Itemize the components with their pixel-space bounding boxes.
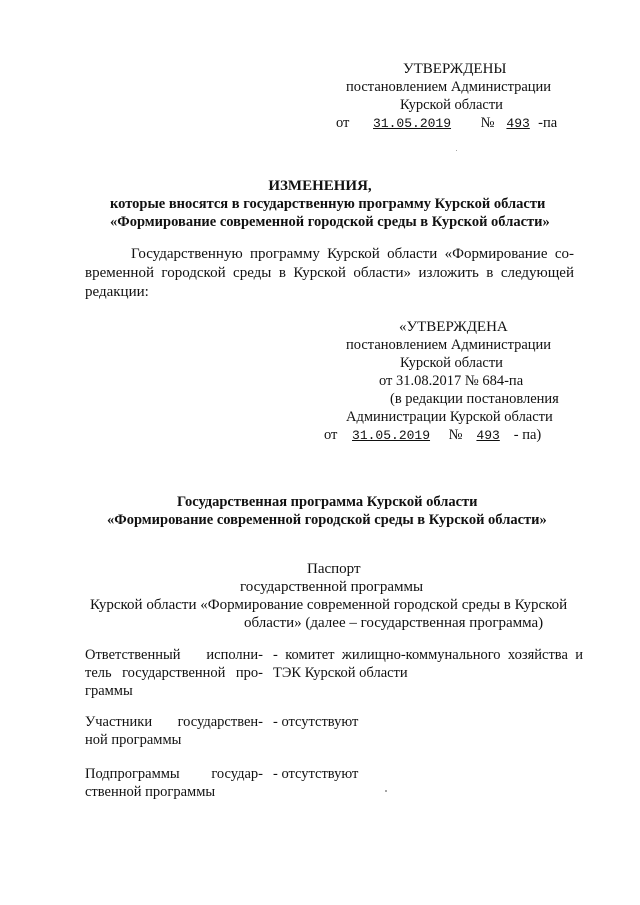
- from-prefix: от: [324, 427, 338, 443]
- scan-speck: [385, 790, 387, 792]
- program-title: Государственная программа Курской области: [177, 494, 478, 510]
- approval-number: 493: [506, 116, 530, 131]
- number-sign: №: [448, 427, 463, 443]
- number-sign: №: [480, 115, 495, 131]
- row-label: Подпрограммы государ-: [85, 766, 263, 782]
- approval2-line: Курской области: [400, 355, 503, 371]
- approval2-title: «УТВЕРЖДЕНА: [399, 319, 508, 335]
- approval-suffix: -па: [538, 115, 558, 131]
- approval-line: Курской области: [400, 97, 503, 113]
- row-value: - комитет жилищно-коммунального хозяйства и: [273, 647, 583, 663]
- approval-title: УТВЕРЖДЕНЫ: [403, 61, 507, 77]
- scan-speck: [456, 150, 457, 151]
- approval2-line: Администрации Курской области: [346, 409, 553, 425]
- passport-line: области» (далее – государственная программа): [244, 615, 544, 631]
- row-label: Ответственный исполни-: [85, 647, 263, 663]
- row-label: граммы: [85, 683, 133, 699]
- body-line: редакции:: [85, 284, 149, 300]
- row-label: Участники государствен-: [85, 714, 263, 730]
- approval-line: постановлением Администрации: [346, 79, 552, 95]
- body-line: временной городской среды в Курской области» изложить в следующей: [85, 265, 574, 281]
- approval2-suffix: - па): [513, 427, 542, 443]
- program-title: «Формирование современной городской среды в Курской области»: [107, 512, 547, 528]
- row-label: ственной программы: [85, 784, 216, 800]
- approval2-date: 31.05.2019: [352, 428, 431, 443]
- changes-line: «Формирование современной городской среды в Курской области»: [110, 214, 550, 230]
- changes-line: которые вносятся в государственную программу Курской области: [110, 196, 546, 212]
- approval-date-line: [336, 114, 557, 133]
- passport-line: Курской области «Формирование современной городской среды в Курской: [90, 597, 568, 613]
- approval2-date-line: [324, 426, 541, 445]
- approval2-number: 493: [476, 428, 500, 443]
- approval2-line: постановлением Администрации: [346, 337, 552, 353]
- approval2-line: (в редакции постановления: [390, 391, 559, 407]
- body-line: Государственную программу Курской области «Формирование со-: [131, 246, 574, 262]
- row-value: - отсутствуют: [273, 766, 359, 782]
- changes-title: ИЗМЕНЕНИЯ,: [268, 178, 372, 194]
- row-label: тель государственной про-: [85, 665, 263, 681]
- passport-line: государственной программы: [240, 579, 424, 595]
- passport-title: Паспорт: [307, 561, 361, 577]
- row-label: ной программы: [85, 732, 182, 748]
- approval-date: 31.05.2019: [373, 116, 452, 131]
- from-prefix: от: [336, 115, 350, 131]
- row-value: - отсутствуют: [273, 714, 359, 730]
- approval2-line: от 31.08.2017 № 684-па: [379, 373, 524, 389]
- row-value: ТЭК Курской области: [273, 665, 408, 681]
